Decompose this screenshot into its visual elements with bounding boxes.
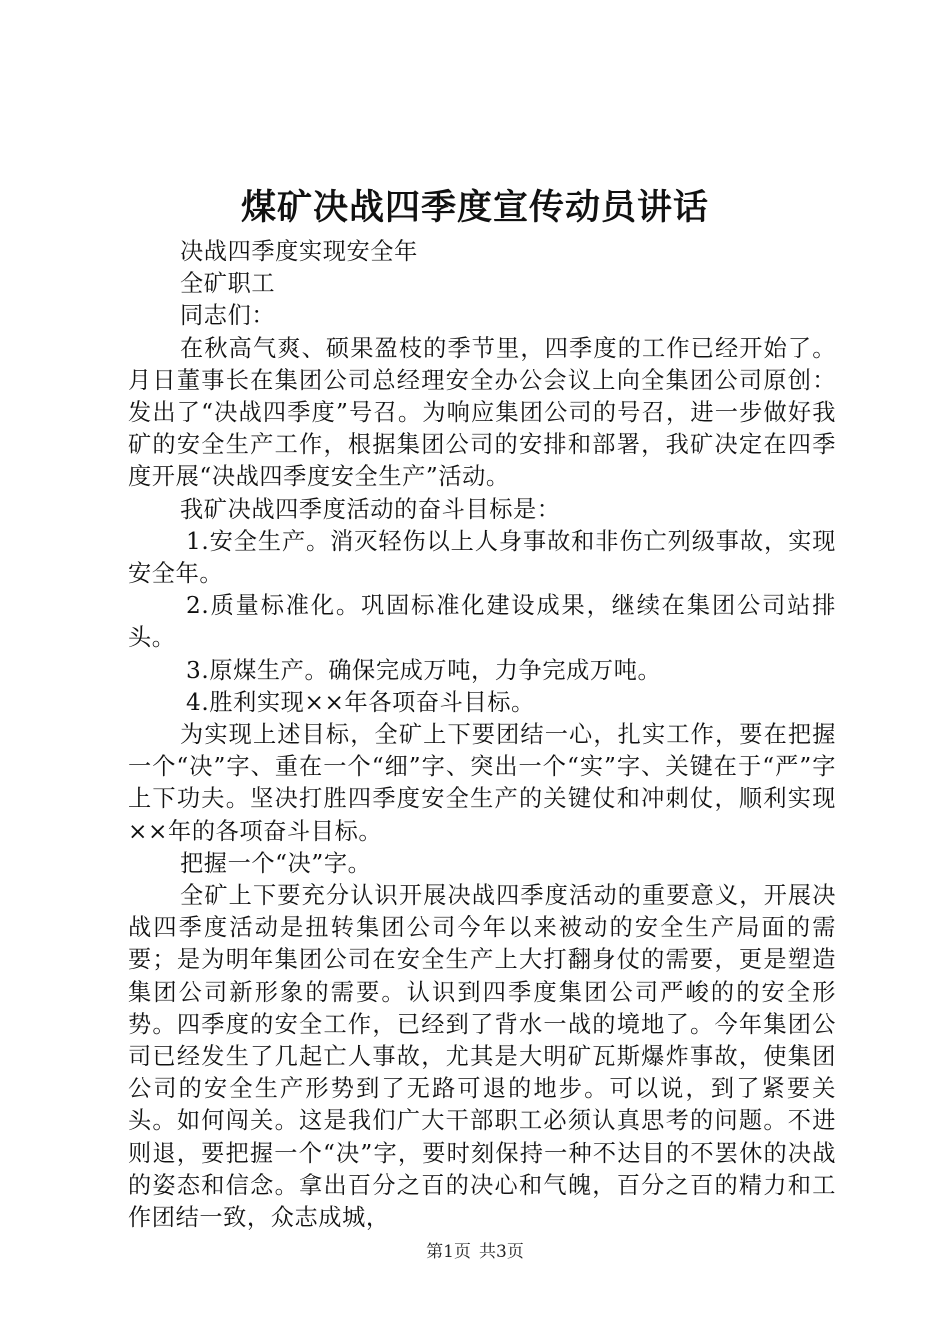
paragraph: 全矿职工 (180, 270, 276, 298)
page-footer (0, 1240, 950, 1264)
paragraph: 在秋高气爽、硕果盈枝的季节里，四季度的工作已经开始了。月日董事长在集团公司总经理安全办公会议上向全集团公司原创：发出了“决战四季度”号召。为响应集团公司的号召，进一步做好我矿的安全生产工作，根据集团公司的安排和部署，我矿决定在四季度开展“决战四季度安全生产”活动。 (128, 334, 836, 491)
page-total: 共3页 (479, 1242, 524, 1262)
paragraph: 决战四季度实现安全年 (180, 238, 418, 265)
goal-item: 4.胜利实现××年各项奋斗目标。 (186, 688, 535, 716)
paragraph: 全矿上下要充分认识开展决战四季度活动的重要意义，开展决战四季度活动是扭转集团公司今年以来被动的安全生产局面的需要；是为明年集团公司在安全生产上大打翻身仗的需要，更是塑造集团公司新形象的需要。认识到四季度集团公司严峻的的安全形势。四季度的安全工作，已经到了背水一战的境地了。今年集团公司已经发生了几起亡人事故，尤其是大明矿瓦斯爆炸事故，使集团公司的安全生产形势到了无路可退的地步。可以说，到了紧要关头。如何闯关。这是我们广大干部职工必须认真思考的问题。不进则退，要把握一个“决”字，要时刻保持一种不达目的不罢休的决战的姿态和信念。拿出百分之百的决心和气魄，百分之百的精力和工作团结一致，众志成城， (128, 882, 836, 1232)
document-body (128, 236, 836, 1234)
goal-item: 1.安全生产。消灭轻伤以上人身事故和非伤亡列级事故，实现安全年。 (128, 527, 836, 588)
document-title: 煤矿决战四季度宣传动员讲话 (240, 187, 709, 228)
page-number: 第1页 (426, 1242, 471, 1262)
paragraph: 同志们： (180, 302, 276, 330)
section-heading: 把握一个“决”字。 (180, 849, 372, 877)
goal-item: 3.原煤生产。确保完成万吨，力争完成万吨。 (186, 656, 662, 684)
goal-item: 2.质量标准化。巩固标准化建设成果，继续在集团公司站排头。 (128, 592, 836, 652)
paragraph: 我矿决战四季度活动的奋斗目标是： (180, 495, 561, 523)
paragraph: 为实现上述目标，全矿上下要团结一心，扎实工作，要在把握一个“决”字、重在一个“细”字、突出一个“实”字、关键在于“严”字上下功夫。坚决打胜四季度安全生产的关键仗和冲刺仗，顺利实现××年的各项奋斗目标。 (128, 721, 836, 845)
